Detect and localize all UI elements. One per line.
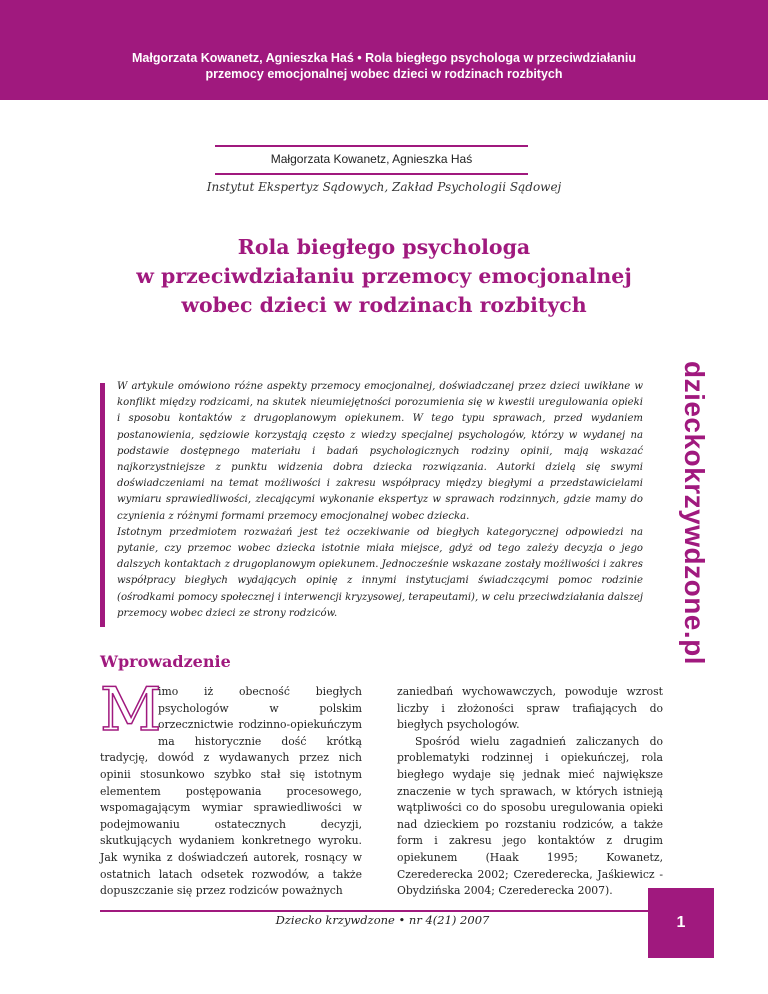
abstract-paragraph-1: W artykule omówiono różne aspekty przemocy emocjonalnej, doświadczanej przez dzieci uwikłane w konflikt między rodzicami, na skutek nieumiejętności porozumienia się w kwestii uregulowania opieki i sposobu kontaktów z drugoplanowym opiekunem. W tego typu sprawach, przed wydaniem postanowienia, sędziowie korzystają często z wiedzy specjalnej psychologów, którzy w wydanej na podstawie dostępnego materiału i badań psychologicznych rodziny opinii, mają wskazać najkorzystniejsze z punktu widzenia dobra dziecka rozwiązania. Autorki dzielą się swymi doświadczeniami na temat możliwości i zakresu współpracy między biegłymi a przedstawicielami wymiaru sprawiedliwości, zlecającymi wykonanie ekspertyz w sprawach rodzinnych, gdzie mamy do czynienia z różnymi formami przemocy emocjonalnej wobec dziecka. (117, 381, 643, 522)
body-paragraph-1: zaniedbań wychowawczych, powoduje wzrost liczby i złożoności spraw trafiających do biegłych psychologów. (397, 685, 663, 732)
authors: Małgorzata Kowanetz, Agnieszka Haś (270, 152, 473, 166)
abstract-paragraph-2: Istotnym przedmiotem rozważań jest też oczekiwanie od biegłych kategorycznej odpowiedzi na pytanie, czy przemoc wobec dziecka istotnie miała miejsce, gdyż od tego zależy decyzja o jego dalszych kontaktach z drugoplanowym opiekunem. Jednocześnie wskazane zostały możliwości i zakres współpracy biegłych wydających opinię z innymi instytucjami świadczącymi pomoc rodzinie (ośrodkami pomocy społecznej i interwencji kryzysowej, terapeutami), w celu przeciwdziałania dalszej przemocy wobec dzieci ze strony rodziców. (117, 526, 643, 619)
abstract-rule (100, 383, 105, 627)
title-line1: Rola biegłego psychologa (237, 235, 531, 259)
running-header-line2: przemocy emocjonalnej wobec dzieci w rodzinach rozbitych (205, 67, 563, 81)
running-header-line1: Małgorzata Kowanetz, Agnieszka Haś • Rola biegłego psychologa w przeciwdziałaniu (131, 51, 637, 65)
intro-text: imo iż obecność biegłych psychologów w polskim orzecznictwie rodzinno-opiekuńczym ma historycznie dość krótką tradycję, dowód z wydawanych przez nich opinii stosunkowo szybko stał się istotnym elementem postępowania procesowego, wspomagającym wymiar sprawiedliwości w podejmowaniu ostatecznych decyzji, skutkujących wydaniem konkretnego wyroku. Jak wynika z doświadczeń autorek, rosnący w ostatnich latach odsetek rozwodów, a także dopuszczanie się przez rodziców poważnych (100, 685, 362, 898)
title-line2: w przeciwdziałaniu przemocy emocjonalnej (136, 264, 632, 288)
drop-cap: M (100, 675, 162, 745)
body-paragraph-2: Spośród wielu zagadnień zaliczanych do problematyki rodzinnej i opiekuńczej, rola biegłego wydaje się jednak mieć największe znaczenie w tych sprawach, w których istnieją wątpliwości co do sposobu uregulowania opieki nad dzieckiem po rozstaniu rodziców, a także form i zakresu jego kontaktów z drugim opiekunem (Haak 1995; Kowanetz, Czerederecka 2002; Czerederecka, Jaśkiewicz -Obydzińska 2004; Czerederecka 2007). (397, 734, 663, 898)
column-left (100, 675, 362, 900)
running-header (0, 50, 768, 82)
intro-paragraph (100, 675, 362, 900)
abstract (117, 379, 643, 622)
title-line3: wobec dzieci w rodzinach rozbitych (181, 293, 587, 317)
section-heading: Wprowadzenie (100, 652, 231, 671)
authors-block (215, 145, 528, 175)
page-number: 1 (648, 888, 714, 958)
journal-footer: Dziecko krzywdzone • nr 4(21) 2007 (275, 913, 490, 927)
brand-watermark (676, 360, 712, 666)
column-right (397, 684, 663, 900)
article-title (60, 233, 708, 320)
footer-rule (100, 910, 665, 912)
brand-text: dzieckokrzywdzone.pl (679, 360, 710, 666)
affiliation: Instytut Ekspertyz Sądowych, Zakład Psychologii Sądowej (206, 180, 562, 194)
